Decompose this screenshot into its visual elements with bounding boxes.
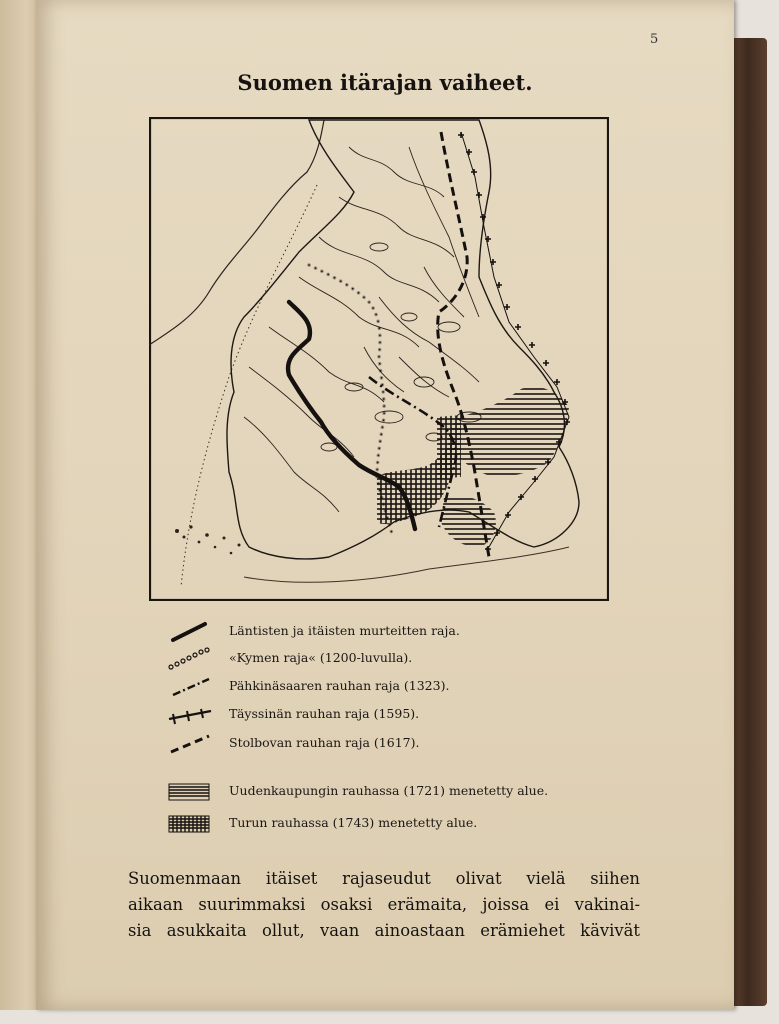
archipelago bbox=[175, 525, 241, 554]
page-title: Suomen itärajan vaiheet. bbox=[237, 70, 533, 95]
legend-item bbox=[165, 703, 635, 727]
circle-chain-icon bbox=[165, 647, 217, 671]
legend-label: Stolbovan rauhan raja (1617). bbox=[229, 735, 420, 750]
body-line: Suomenmaan itäiset rajaseudut olivat vielä siihen bbox=[128, 869, 640, 888]
legend-item bbox=[165, 732, 635, 756]
dash-dot-line-icon bbox=[165, 675, 217, 699]
grid-hatch-icon bbox=[165, 812, 217, 836]
map-frame bbox=[150, 118, 608, 600]
tick-line-icon bbox=[165, 703, 217, 727]
body-line: aikaan suurimmaksi osaksi erämaita, joissa ei vakinai- bbox=[128, 895, 640, 914]
legend-item bbox=[165, 647, 635, 671]
legend-label: Pähkinäsaaren rauhan raja (1323). bbox=[229, 678, 450, 693]
legend-label: Täyssinän rauhan raja (1595). bbox=[229, 706, 420, 721]
legend-label: Uudenkaupungin rauhassa (1721) menetetty alue. bbox=[229, 783, 549, 798]
body-paragraph bbox=[128, 866, 640, 944]
legend-item bbox=[165, 620, 635, 644]
gulf-coast bbox=[244, 547, 569, 582]
legend-label: Läntisten ja itäisten murteitten raja. bbox=[229, 623, 460, 638]
page-number: 5 bbox=[650, 32, 659, 47]
legend-label: Turun rauhassa (1743) menetetty alue. bbox=[229, 815, 478, 830]
kymi-border-ring bbox=[309, 265, 393, 537]
dashed-line-icon bbox=[165, 732, 217, 756]
uusikaupunki-area-south bbox=[441, 495, 496, 547]
map-legend bbox=[165, 620, 645, 850]
horizontal-hatch-icon bbox=[165, 780, 217, 804]
body-line: sia asukkaita ollut, vaan ainoastaan erämiehet kävivät bbox=[128, 921, 640, 940]
thick-line-icon bbox=[165, 620, 217, 644]
legend-item bbox=[165, 675, 635, 699]
border-history-map bbox=[149, 117, 609, 601]
legend-label: «Kymen raja« (1200-luvulla). bbox=[229, 650, 413, 665]
legend-item bbox=[165, 812, 635, 836]
legend-item bbox=[165, 780, 635, 804]
